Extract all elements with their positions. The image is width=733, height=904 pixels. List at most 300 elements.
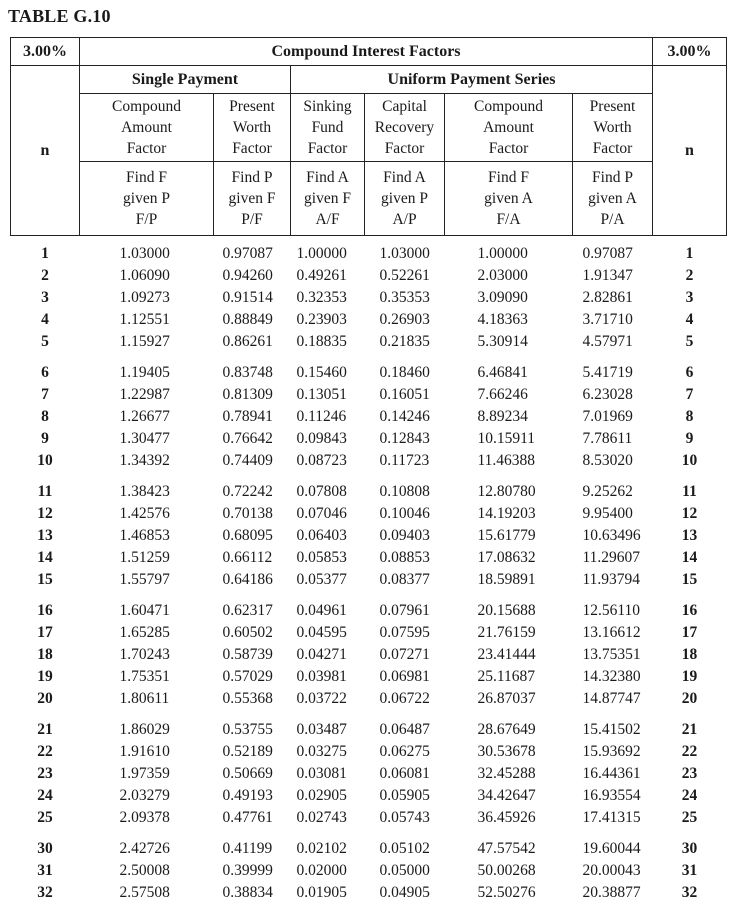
factor-fa: 1.00000 bbox=[477, 245, 528, 262]
period-n-right: 14 bbox=[681, 549, 698, 566]
column-name-line: Factor bbox=[592, 140, 633, 157]
factor-ap: 0.06722 bbox=[379, 690, 430, 707]
factor-fp: 1.06090 bbox=[119, 267, 170, 284]
factor-fa: 30.53678 bbox=[477, 743, 536, 760]
factor-fp: 1.55797 bbox=[119, 571, 170, 588]
period-n-right: 32 bbox=[681, 884, 698, 901]
factor-af: 0.32353 bbox=[296, 289, 347, 306]
period-n: 25 bbox=[37, 809, 53, 826]
period-n: 7 bbox=[41, 386, 49, 403]
column-find-line: Find P bbox=[592, 169, 633, 186]
period-n: 10 bbox=[37, 452, 53, 469]
table-row bbox=[11, 860, 727, 882]
period-n: 24 bbox=[37, 787, 53, 804]
period-n-right: 4 bbox=[685, 311, 694, 328]
factor-pa: 16.93554 bbox=[582, 787, 641, 804]
factor-ap: 0.06487 bbox=[379, 721, 430, 738]
period-n-right: 12 bbox=[681, 505, 698, 522]
factor-pa: 5.41719 bbox=[582, 364, 633, 381]
period-n-right: 31 bbox=[681, 862, 698, 879]
table-row bbox=[11, 785, 727, 807]
table-row bbox=[11, 331, 727, 353]
factor-fp: 1.51259 bbox=[119, 549, 170, 566]
factor-af: 0.03981 bbox=[296, 668, 347, 685]
factor-fp: 1.70243 bbox=[119, 646, 170, 663]
period-n: 18 bbox=[37, 646, 53, 663]
period-n-right: 17 bbox=[681, 624, 698, 641]
table-row bbox=[11, 763, 727, 785]
factor-fp: 1.12551 bbox=[119, 311, 170, 328]
factor-pa: 12.56110 bbox=[582, 602, 641, 619]
column-find-line: given F bbox=[304, 190, 351, 207]
factor-fa: 4.18363 bbox=[477, 311, 528, 328]
factor-fp: 1.65285 bbox=[119, 624, 170, 641]
factor-fp: 1.60471 bbox=[119, 602, 170, 619]
factor-af: 0.02905 bbox=[296, 787, 347, 804]
factor-fp: 1.75351 bbox=[119, 668, 170, 685]
factor-ap: 0.14246 bbox=[379, 408, 430, 425]
factor-pf: 0.70138 bbox=[222, 505, 273, 522]
factor-fp: 1.26677 bbox=[119, 408, 170, 425]
factor-pf: 0.91514 bbox=[222, 289, 273, 306]
n-header-right: n bbox=[653, 66, 727, 236]
column-name-1 bbox=[80, 94, 214, 162]
table-row bbox=[11, 450, 727, 472]
factor-ap: 0.35353 bbox=[379, 289, 430, 306]
column-find-line: F/A bbox=[496, 211, 521, 228]
column-name-line: Amount bbox=[483, 119, 534, 136]
period-n-right: 1 bbox=[685, 245, 694, 262]
period-n-right: 3 bbox=[685, 289, 694, 306]
column-name-line: Worth bbox=[593, 119, 632, 136]
factor-af: 0.02743 bbox=[296, 809, 347, 826]
factor-fp: 1.42576 bbox=[119, 505, 170, 522]
factor-af: 0.06403 bbox=[296, 527, 347, 544]
column-name-2 bbox=[214, 94, 291, 162]
column-find-5 bbox=[445, 162, 573, 236]
factor-af: 0.09843 bbox=[296, 430, 347, 447]
factor-fp: 1.30477 bbox=[119, 430, 170, 447]
column-find-1 bbox=[80, 162, 214, 236]
column-name-line: Present bbox=[589, 98, 636, 115]
factor-fp: 2.03279 bbox=[119, 787, 170, 804]
column-find-line: Find A bbox=[383, 169, 426, 186]
factor-pa: 2.82861 bbox=[582, 289, 633, 306]
table-row bbox=[11, 807, 727, 829]
factor-fa: 28.67649 bbox=[477, 721, 536, 738]
table-row bbox=[11, 472, 727, 503]
period-n: 19 bbox=[37, 668, 53, 685]
period-n-right: 16 bbox=[681, 602, 698, 619]
factor-ap: 0.08853 bbox=[379, 549, 430, 566]
factor-pf: 0.60502 bbox=[222, 624, 273, 641]
table-row bbox=[11, 569, 727, 591]
column-name-4 bbox=[365, 94, 445, 162]
factor-fp: 1.46853 bbox=[119, 527, 170, 544]
factor-pa: 0.97087 bbox=[582, 245, 633, 262]
period-n-right: 9 bbox=[685, 430, 694, 447]
factor-pf: 0.57029 bbox=[222, 668, 273, 685]
factor-pf: 0.38834 bbox=[222, 884, 273, 901]
factor-pa: 15.41502 bbox=[582, 721, 641, 738]
factor-pa: 20.38877 bbox=[582, 884, 641, 901]
factor-fa: 47.57542 bbox=[477, 840, 536, 857]
column-find-line: P/A bbox=[600, 211, 625, 228]
column-name-line: Factor bbox=[126, 140, 167, 157]
factor-pf: 0.39999 bbox=[222, 862, 273, 879]
factor-af: 0.02000 bbox=[296, 862, 347, 879]
period-n-right: 19 bbox=[681, 668, 698, 685]
period-n-right: 7 bbox=[685, 386, 694, 403]
period-n-right: 22 bbox=[681, 743, 698, 760]
factor-af: 0.03275 bbox=[296, 743, 347, 760]
table-row bbox=[11, 666, 727, 688]
factor-pf: 0.81309 bbox=[222, 386, 273, 403]
factor-ap: 1.03000 bbox=[379, 245, 430, 262]
factor-af: 0.07808 bbox=[296, 483, 347, 500]
column-find-2 bbox=[214, 162, 291, 236]
factor-pa: 10.63496 bbox=[582, 527, 641, 544]
factor-pf: 0.41199 bbox=[222, 840, 273, 857]
factor-pf: 0.76642 bbox=[222, 430, 273, 447]
period-n-right: 25 bbox=[681, 809, 698, 826]
column-find-line: given F bbox=[228, 190, 276, 207]
period-n: 17 bbox=[37, 624, 53, 641]
factor-pf: 0.83748 bbox=[222, 364, 273, 381]
factor-ap: 0.06981 bbox=[379, 668, 430, 685]
table-row bbox=[11, 644, 727, 666]
factor-pa: 20.00043 bbox=[582, 862, 641, 879]
factor-fa: 7.66246 bbox=[477, 386, 528, 403]
period-n-right: 20 bbox=[681, 690, 698, 707]
factor-pf: 0.50669 bbox=[222, 765, 273, 782]
column-name-line: Compound bbox=[112, 98, 181, 115]
factor-af: 0.23903 bbox=[296, 311, 347, 328]
column-find-line: given A bbox=[484, 190, 533, 207]
factor-pa: 9.95400 bbox=[582, 505, 633, 522]
factor-af: 1.00000 bbox=[296, 245, 347, 262]
factor-af: 0.04961 bbox=[296, 602, 347, 619]
factor-ap: 0.12843 bbox=[379, 430, 430, 447]
column-name-line: Factor bbox=[232, 140, 272, 157]
factor-pa: 8.53020 bbox=[582, 452, 633, 469]
table-row bbox=[11, 882, 727, 904]
factor-pa: 13.16612 bbox=[582, 624, 641, 641]
factor-af: 0.13051 bbox=[296, 386, 347, 403]
factor-pf: 0.94260 bbox=[222, 267, 273, 284]
factor-pf: 0.97087 bbox=[222, 245, 273, 262]
factor-pf: 0.49193 bbox=[222, 787, 273, 804]
factor-fp: 1.09273 bbox=[119, 289, 170, 306]
period-n-right: 21 bbox=[681, 721, 698, 738]
factor-af: 0.15460 bbox=[296, 364, 347, 381]
main-header: Compound Interest Factors bbox=[80, 38, 653, 66]
period-n-right: 10 bbox=[681, 452, 698, 469]
factor-pf: 0.62317 bbox=[222, 602, 273, 619]
factor-af: 0.49261 bbox=[296, 267, 347, 284]
factor-fp: 1.86029 bbox=[119, 721, 170, 738]
factor-fa: 34.42647 bbox=[477, 787, 536, 804]
factor-fp: 2.50008 bbox=[119, 862, 170, 879]
period-n: 13 bbox=[37, 527, 53, 544]
factor-af: 0.05377 bbox=[296, 571, 347, 588]
factor-af: 0.03487 bbox=[296, 721, 347, 738]
factor-ap: 0.04905 bbox=[379, 884, 430, 901]
factor-pa: 11.93794 bbox=[582, 571, 641, 588]
factor-pa: 19.60044 bbox=[582, 840, 641, 857]
period-n-right: 23 bbox=[681, 765, 698, 782]
factor-fa: 2.03000 bbox=[477, 267, 528, 284]
group-uniform-series: Uniform Payment Series bbox=[291, 66, 653, 94]
factor-ap: 0.06081 bbox=[379, 765, 430, 782]
factor-fa: 8.89234 bbox=[477, 408, 528, 425]
factor-ap: 0.26903 bbox=[379, 311, 430, 328]
period-n-right: 6 bbox=[685, 364, 694, 381]
factor-pa: 17.41315 bbox=[582, 809, 641, 826]
factor-pf: 0.86261 bbox=[222, 333, 273, 350]
period-n: 1 bbox=[41, 245, 49, 262]
factor-fp: 1.34392 bbox=[119, 452, 170, 469]
period-n: 12 bbox=[37, 505, 53, 522]
period-n: 11 bbox=[37, 483, 53, 500]
factor-pa: 7.01969 bbox=[582, 408, 633, 425]
factor-fa: 10.15911 bbox=[477, 430, 536, 447]
column-find-line: Find F bbox=[488, 169, 529, 186]
column-find-line: given P bbox=[123, 190, 170, 207]
factor-fp: 1.03000 bbox=[119, 245, 170, 262]
factor-pa: 16.44361 bbox=[582, 765, 641, 782]
table-row bbox=[11, 353, 727, 384]
factor-pf: 0.47761 bbox=[222, 809, 273, 826]
factor-pa: 9.25262 bbox=[582, 483, 633, 500]
factor-af: 0.08723 bbox=[296, 452, 347, 469]
factor-af: 0.07046 bbox=[296, 505, 347, 522]
factor-fp: 2.09378 bbox=[119, 809, 170, 826]
column-find-3 bbox=[291, 162, 365, 236]
period-n-right: 13 bbox=[681, 527, 698, 544]
factor-fa: 20.15688 bbox=[477, 602, 536, 619]
table-row bbox=[11, 384, 727, 406]
factor-pf: 0.68095 bbox=[222, 527, 273, 544]
period-n: 30 bbox=[37, 840, 53, 857]
column-name-5 bbox=[445, 94, 573, 162]
column-name-line: Fund bbox=[311, 119, 344, 136]
factor-pa: 14.87747 bbox=[582, 690, 641, 707]
period-n: 3 bbox=[41, 289, 49, 306]
period-n: 21 bbox=[37, 721, 53, 738]
factor-fp: 2.42726 bbox=[119, 840, 170, 857]
column-name-line: Worth bbox=[232, 119, 272, 136]
column-find-line: given P bbox=[381, 190, 428, 207]
period-n: 32 bbox=[37, 884, 53, 901]
factor-ap: 0.08377 bbox=[379, 571, 430, 588]
factor-fa: 15.61779 bbox=[477, 527, 536, 544]
factor-af: 0.03722 bbox=[296, 690, 347, 707]
factor-fa: 50.00268 bbox=[477, 862, 536, 879]
factor-pa: 14.32380 bbox=[582, 668, 641, 685]
period-n-right: 2 bbox=[685, 267, 694, 284]
column-find-4 bbox=[365, 162, 445, 236]
factor-ap: 0.07271 bbox=[379, 646, 430, 663]
factor-ap: 0.06275 bbox=[379, 743, 430, 760]
column-find-6 bbox=[573, 162, 653, 236]
rate-right: 3.00% bbox=[653, 38, 727, 66]
period-n-right: 30 bbox=[681, 840, 698, 857]
column-find-line: Find F bbox=[126, 169, 167, 186]
factor-pa: 7.78611 bbox=[582, 430, 633, 447]
column-name-line: Compound bbox=[474, 98, 543, 115]
table-row bbox=[11, 428, 727, 450]
table-row bbox=[11, 236, 727, 266]
rate-left: 3.00% bbox=[11, 38, 80, 66]
column-name-line: Present bbox=[229, 98, 275, 115]
factor-pa: 13.75351 bbox=[582, 646, 641, 663]
factor-af: 0.05853 bbox=[296, 549, 347, 566]
factor-fa: 12.80780 bbox=[477, 483, 536, 500]
factor-fa: 52.50276 bbox=[477, 884, 536, 901]
factor-pf: 0.78941 bbox=[222, 408, 273, 425]
factor-ap: 0.05743 bbox=[379, 809, 430, 826]
table-row bbox=[11, 309, 727, 331]
factor-ap: 0.07961 bbox=[379, 602, 430, 619]
factor-ap: 0.05905 bbox=[379, 787, 430, 804]
period-n: 9 bbox=[41, 430, 49, 447]
factor-pf: 0.66112 bbox=[222, 549, 273, 566]
period-n: 14 bbox=[37, 549, 53, 566]
period-n: 22 bbox=[37, 743, 53, 760]
table-row bbox=[11, 547, 727, 569]
period-n: 6 bbox=[41, 364, 49, 381]
factor-ap: 0.09403 bbox=[379, 527, 430, 544]
interest-factor-table bbox=[10, 37, 727, 904]
table-row bbox=[11, 710, 727, 741]
factor-ap: 0.07595 bbox=[379, 624, 430, 641]
factor-pf: 0.52189 bbox=[222, 743, 273, 760]
factor-pf: 0.53755 bbox=[222, 721, 273, 738]
table-row bbox=[11, 287, 727, 309]
period-n: 2 bbox=[41, 267, 49, 284]
factor-pf: 0.55368 bbox=[222, 690, 273, 707]
factor-af: 0.04595 bbox=[296, 624, 347, 641]
factor-ap: 0.11723 bbox=[379, 452, 430, 469]
factor-af: 0.11246 bbox=[296, 408, 347, 425]
column-find-line: A/P bbox=[392, 211, 417, 228]
factor-fa: 32.45288 bbox=[477, 765, 536, 782]
factor-fa: 14.19203 bbox=[477, 505, 536, 522]
factor-ap: 0.05000 bbox=[379, 862, 430, 879]
factor-pf: 0.58739 bbox=[222, 646, 273, 663]
factor-fp: 1.19405 bbox=[119, 364, 170, 381]
n-header-left: n bbox=[11, 66, 80, 236]
group-single-payment: Single Payment bbox=[80, 66, 291, 94]
factor-pa: 11.29607 bbox=[582, 549, 641, 566]
factor-fa: 21.76159 bbox=[477, 624, 536, 641]
column-name-line: Factor bbox=[307, 140, 348, 157]
factor-fa: 11.46388 bbox=[477, 452, 536, 469]
table-row bbox=[11, 688, 727, 710]
column-find-line: F/P bbox=[135, 211, 158, 228]
column-name-line: Recovery bbox=[374, 119, 435, 136]
column-name-3 bbox=[291, 94, 365, 162]
factor-fa: 36.45926 bbox=[477, 809, 536, 826]
factor-ap: 0.05102 bbox=[379, 840, 430, 857]
factor-fp: 1.15927 bbox=[119, 333, 170, 350]
factor-fp: 2.57508 bbox=[119, 884, 170, 901]
table-title: TABLE G.10 bbox=[8, 6, 111, 26]
column-name-line: Factor bbox=[384, 140, 425, 157]
period-n: 23 bbox=[37, 765, 53, 782]
period-n: 5 bbox=[41, 333, 49, 350]
factor-ap: 0.18460 bbox=[379, 364, 430, 381]
column-find-line: P/F bbox=[241, 211, 263, 228]
factor-fa: 6.46841 bbox=[477, 364, 528, 381]
factor-af: 0.02102 bbox=[296, 840, 347, 857]
factor-fa: 25.11687 bbox=[477, 668, 536, 685]
factor-fp: 1.22987 bbox=[119, 386, 170, 403]
factor-pa: 4.57971 bbox=[582, 333, 633, 350]
period-n: 20 bbox=[37, 690, 53, 707]
period-n: 16 bbox=[37, 602, 53, 619]
factor-ap: 0.16051 bbox=[379, 386, 430, 403]
table-row bbox=[11, 741, 727, 763]
factor-pa: 15.93692 bbox=[582, 743, 641, 760]
table-row bbox=[11, 525, 727, 547]
period-n-right: 15 bbox=[681, 571, 698, 588]
column-find-line: Find A bbox=[306, 169, 349, 186]
period-n-right: 24 bbox=[681, 787, 698, 804]
factor-fa: 26.87037 bbox=[477, 690, 536, 707]
column-find-line: given A bbox=[588, 190, 637, 207]
period-n: 31 bbox=[37, 862, 53, 879]
column-find-line: A/F bbox=[315, 211, 340, 228]
factor-ap: 0.10808 bbox=[379, 483, 430, 500]
factor-pa: 3.71710 bbox=[582, 311, 633, 328]
table-row bbox=[11, 622, 727, 644]
column-name-line: Sinking bbox=[303, 98, 352, 115]
factor-af: 0.01905 bbox=[296, 884, 347, 901]
period-n: 8 bbox=[41, 408, 49, 425]
period-n: 4 bbox=[41, 311, 49, 328]
factor-ap: 0.52261 bbox=[379, 267, 430, 284]
column-name-line: Factor bbox=[488, 140, 529, 157]
period-n-right: 11 bbox=[682, 483, 697, 500]
factor-fa: 5.30914 bbox=[477, 333, 528, 350]
factor-fp: 1.91610 bbox=[119, 743, 170, 760]
factor-pf: 0.64186 bbox=[222, 571, 273, 588]
table-row bbox=[11, 503, 727, 525]
column-name-line: Amount bbox=[121, 119, 172, 136]
factor-fa: 18.59891 bbox=[477, 571, 536, 588]
factor-af: 0.04271 bbox=[296, 646, 347, 663]
factor-pf: 0.88849 bbox=[222, 311, 273, 328]
factor-pa: 6.23028 bbox=[582, 386, 633, 403]
table-row bbox=[11, 829, 727, 860]
factor-pf: 0.74409 bbox=[222, 452, 273, 469]
factor-fa: 3.09090 bbox=[477, 289, 528, 306]
factor-fp: 1.97359 bbox=[119, 765, 170, 782]
period-n: 15 bbox=[37, 571, 53, 588]
table-row bbox=[11, 265, 727, 287]
factor-ap: 0.10046 bbox=[379, 505, 430, 522]
table-row bbox=[11, 591, 727, 622]
factor-fp: 1.38423 bbox=[119, 483, 170, 500]
factor-ap: 0.21835 bbox=[379, 333, 430, 350]
factor-pf: 0.72242 bbox=[222, 483, 273, 500]
period-n-right: 5 bbox=[685, 333, 694, 350]
period-n-right: 8 bbox=[685, 408, 694, 425]
factor-fa: 17.08632 bbox=[477, 549, 536, 566]
factor-pa: 1.91347 bbox=[582, 267, 633, 284]
